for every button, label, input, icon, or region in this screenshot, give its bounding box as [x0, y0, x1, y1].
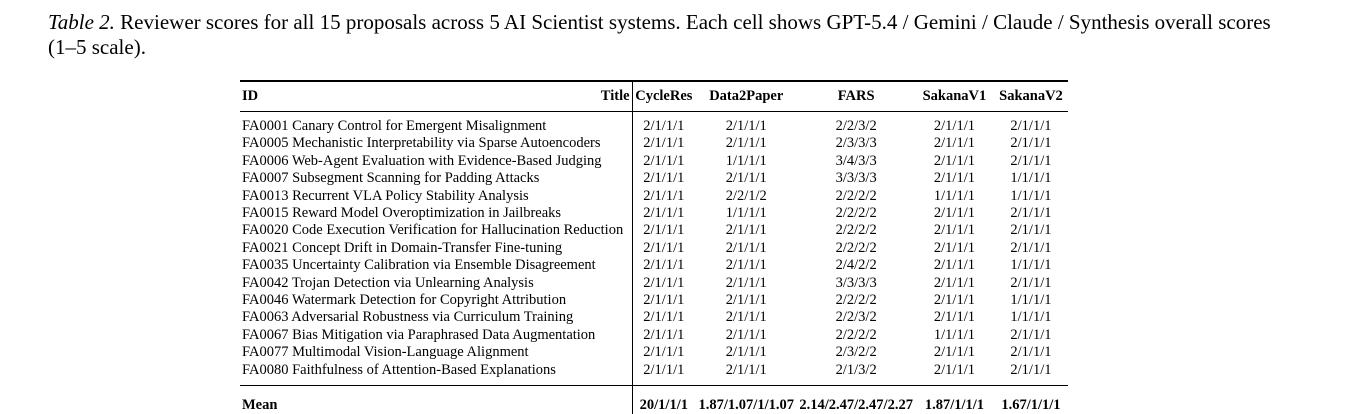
score-cell: 2/4/2/2	[835, 257, 877, 274]
table-row	[240, 292, 1068, 309]
table-row	[240, 327, 1068, 344]
col-header-id: ID	[240, 81, 266, 112]
score-cell: 2/1/1/1	[1010, 222, 1052, 239]
proposal-label: FA0006 Web-Agent Evaluation with Evidence-Based Judging	[240, 153, 632, 170]
score-cell: 2/1/1/1	[643, 187, 685, 204]
table-row	[240, 362, 1068, 379]
score-cell: 2/1/1/1	[725, 118, 767, 134]
score-cell: 2/1/1/1	[643, 170, 685, 187]
table-row	[240, 153, 1068, 170]
score-cell: 2/1/1/1	[725, 292, 767, 309]
mean-cell: 1.87/1/1/1	[915, 386, 994, 414]
col-header-system: SakanaV2	[994, 81, 1068, 112]
score-cell: 2/1/1/1	[933, 274, 975, 291]
col-header-system: CycleRes	[632, 81, 695, 112]
score-cell: 2/1/1/1	[933, 152, 975, 169]
score-cell: 2/1/1/1	[933, 205, 975, 222]
score-cell: 2/1/1/1	[643, 135, 685, 152]
score-cell: 2/1/1/1	[725, 361, 767, 378]
scores-table	[240, 80, 1068, 414]
score-cell: 2/1/1/1	[933, 135, 975, 152]
score-cell: 2/1/1/1	[1010, 152, 1052, 169]
score-cell: 2/1/1/1	[1010, 274, 1052, 291]
score-cell: 1/1/1/1	[1010, 170, 1052, 187]
score-cell: 2/3/3/3	[835, 135, 877, 152]
table-row	[240, 205, 1068, 222]
score-cell: 2/1/1/1	[725, 326, 767, 343]
score-cell: 1/1/1/1	[1010, 292, 1052, 309]
table-row	[240, 188, 1068, 205]
score-cell: 2/1/1/1	[933, 257, 975, 274]
score-cell: 2/1/1/1	[933, 344, 975, 361]
proposal-label: FA0042 Trojan Detection via Unlearning Analysis	[240, 275, 632, 292]
score-cell: 2/1/1/1	[725, 135, 767, 152]
table-caption	[48, 10, 1298, 60]
score-cell: 2/2/3/2	[835, 118, 877, 134]
score-cell: 2/1/1/1	[1010, 118, 1052, 134]
table-row	[240, 344, 1068, 361]
score-cell: 2/1/1/1	[643, 152, 685, 169]
score-cell: 2/1/1/1	[933, 222, 975, 239]
proposal-label: FA0005 Mechanistic Interpretability via Sparse Autoencoders	[240, 135, 632, 152]
caption-text: Reviewer scores for all 15 proposals across 5 AI Scientist systems. Each cell shows GPT-5.4 / Gemini / Claude / Synthesis overall scores (1–5 scale).	[48, 10, 1271, 59]
table-row	[240, 135, 1068, 152]
score-cell: 2/1/1/1	[933, 170, 975, 187]
score-cell: 2/1/1/1	[643, 292, 685, 309]
mean-label: Mean	[240, 386, 632, 414]
score-cell: 1/1/1/1	[933, 326, 975, 343]
score-cell: 2/1/1/1	[725, 309, 767, 326]
score-cell: 2/1/1/1	[643, 239, 685, 256]
col-header-system: Data2Paper	[695, 81, 797, 112]
score-cell: 2/2/2/2	[835, 292, 877, 309]
score-cell: 2/1/1/1	[725, 344, 767, 361]
table-body	[240, 112, 1068, 386]
score-cell: 2/1/1/1	[643, 222, 685, 239]
table-row	[240, 240, 1068, 257]
score-cell: 2/1/1/1	[933, 118, 975, 134]
score-cell: 2/2/2/2	[835, 326, 877, 343]
table-row	[240, 118, 1068, 135]
score-cell: 1/1/1/1	[1010, 309, 1052, 326]
score-cell: 2/1/1/1	[1010, 361, 1052, 378]
mean-cell: 1.67/1/1/1	[994, 386, 1068, 414]
score-cell: 2/1/1/1	[643, 205, 685, 222]
score-cell: 2/1/3/2	[835, 361, 877, 378]
score-cell: 2/1/1/1	[725, 222, 767, 239]
score-cell: 2/1/1/1	[933, 292, 975, 309]
proposal-label: FA0013 Recurrent VLA Policy Stability Analysis	[240, 188, 632, 205]
col-header-title: Title	[266, 81, 632, 112]
score-cell: 2/2/1/2	[725, 187, 767, 204]
score-cell: 2/1/1/1	[643, 274, 685, 291]
score-cell: 2/2/2/2	[835, 239, 877, 256]
score-cell: 2/2/2/2	[835, 187, 877, 204]
score-cell: 2/2/2/2	[835, 205, 877, 222]
proposal-label: FA0035 Uncertainty Calibration via Ensemble Disagreement	[240, 257, 632, 274]
score-cell: 2/1/1/1	[643, 257, 685, 274]
caption-label: Table 2.	[48, 10, 115, 34]
table-row	[240, 170, 1068, 187]
score-cell: 2/1/1/1	[1010, 344, 1052, 361]
table-row	[240, 309, 1068, 326]
proposal-label: FA0077 Multimodal Vision-Language Alignment	[240, 344, 632, 361]
score-cell: 2/1/1/1	[1010, 239, 1052, 256]
score-cell: 2/1/1/1	[643, 361, 685, 378]
score-cell: 2/2/3/2	[835, 309, 877, 326]
table-row	[240, 222, 1068, 239]
table-row	[240, 275, 1068, 292]
mean-cell: 2.14/2.47/2.47/2.27	[797, 386, 915, 414]
mean-cell: 1.87/1.07/1/1.07	[695, 386, 797, 414]
col-header-system: SakanaV1	[915, 81, 994, 112]
score-cell: 1/1/1/1	[933, 187, 975, 204]
score-cell: 2/1/1/1	[933, 309, 975, 326]
proposal-label: FA0015 Reward Model Overoptimization in Jailbreaks	[240, 205, 632, 222]
proposal-label: FA0007 Subsegment Scanning for Padding Attacks	[240, 170, 632, 187]
score-cell: 2/1/1/1	[643, 344, 685, 361]
score-cell: 2/1/1/1	[1010, 205, 1052, 222]
score-cell: 2/1/1/1	[933, 239, 975, 256]
proposal-label: FA0021 Concept Drift in Domain-Transfer Fine-tuning	[240, 240, 632, 257]
score-cell: 2/1/1/1	[725, 274, 767, 291]
proposal-label: FA0046 Watermark Detection for Copyright Attribution	[240, 292, 632, 309]
score-cell: 2/1/1/1	[1010, 326, 1052, 343]
proposal-label: FA0067 Bias Mitigation via Paraphrased Data Augmentation	[240, 327, 632, 344]
score-cell: 2/3/2/2	[835, 344, 877, 361]
mean-cell: 20/1/1/1	[632, 386, 695, 414]
score-cell: 2/1/1/1	[725, 257, 767, 274]
score-cell: 3/3/3/3	[835, 274, 877, 291]
score-cell: 3/4/3/3	[835, 152, 877, 169]
score-cell: 2/1/1/1	[643, 118, 685, 134]
proposal-label: FA0020 Code Execution Verification for Hallucination Reduction	[240, 222, 632, 239]
proposal-label: FA0001 Canary Control for Emergent Misalignment	[240, 118, 632, 135]
score-cell: 2/1/1/1	[643, 309, 685, 326]
header-row	[240, 81, 1068, 112]
score-cell: 3/3/3/3	[835, 170, 877, 187]
score-cell: 2/1/1/1	[933, 361, 975, 378]
score-cell: 2/2/2/2	[835, 222, 877, 239]
score-cell: 1/1/1/1	[1010, 257, 1052, 274]
table-header	[240, 81, 1068, 112]
proposal-label: FA0063 Adversarial Robustness via Curriculum Training	[240, 309, 632, 326]
col-header-system: FARS	[797, 81, 915, 112]
score-cell: 1/1/1/1	[1010, 187, 1052, 204]
score-cell: 2/1/1/1	[643, 326, 685, 343]
score-cell: 1/1/1/1	[725, 152, 767, 169]
score-cell: 1/1/1/1	[725, 205, 767, 222]
score-cell: 2/1/1/1	[725, 239, 767, 256]
table-row	[240, 257, 1068, 274]
score-cell: 2/1/1/1	[1010, 135, 1052, 152]
score-cell: 2/1/1/1	[725, 170, 767, 187]
proposal-label: FA0080 Faithfulness of Attention-Based Explanations	[240, 362, 632, 379]
